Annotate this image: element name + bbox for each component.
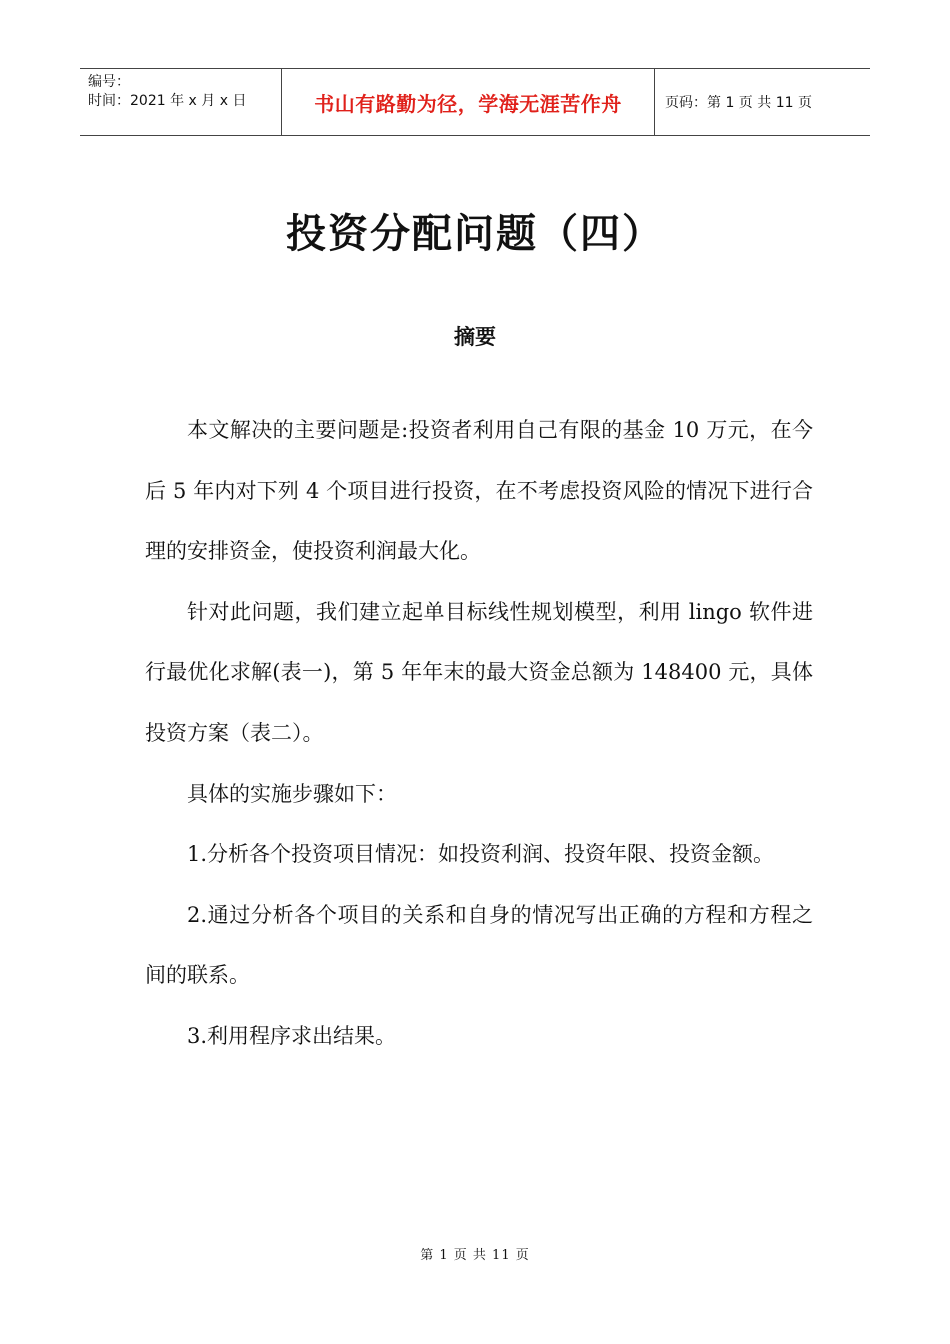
time-label: 时间：2021 年 x 月 x 日 [88, 93, 247, 109]
paragraph: 3.利用程序求出结果。 [187, 1023, 397, 1048]
number-label: 编号： [88, 74, 130, 90]
header-motto: 书山有路勤为径，学海无涯苦作舟 [281, 69, 655, 135]
page-footer: 第 1 页 共 11 页 [420, 1248, 530, 1263]
paragraph: 2.通过分析各个项目的关系和自身的情况写出正确的方程和方程之间的联系。 [145, 902, 813, 988]
paragraph: 本文解决的主要问题是:投资者利用自己有限的基金 10 万元，在今后 5 年内对下列 4 个项目进行投资，在不考虑投资风险的情况下进行合理的安排资金，使投资利润最大化。 [145, 418, 813, 564]
header-page-info: 页码：第 1 页 共 11 页 [665, 95, 812, 111]
document-title: 投资分配问题（四） [286, 211, 664, 257]
abstract-body [145, 400, 813, 1067]
paragraph: 1.分析各个投资项目情况：如投资利润、投资年限、投资金额。 [187, 842, 775, 867]
abstract-heading: 摘要 [454, 325, 496, 349]
paragraph: 具体的实施步骤如下： [187, 781, 397, 806]
header-meta [80, 69, 281, 135]
paragraph: 针对此问题，我们建立起单目标线性规划模型，利用 lingo 软件进行最优化求解(表一)，第 5 年年末的最大资金总额为 148400 元，具体投资方案（表二）。 [145, 599, 813, 745]
page-header [80, 68, 870, 136]
